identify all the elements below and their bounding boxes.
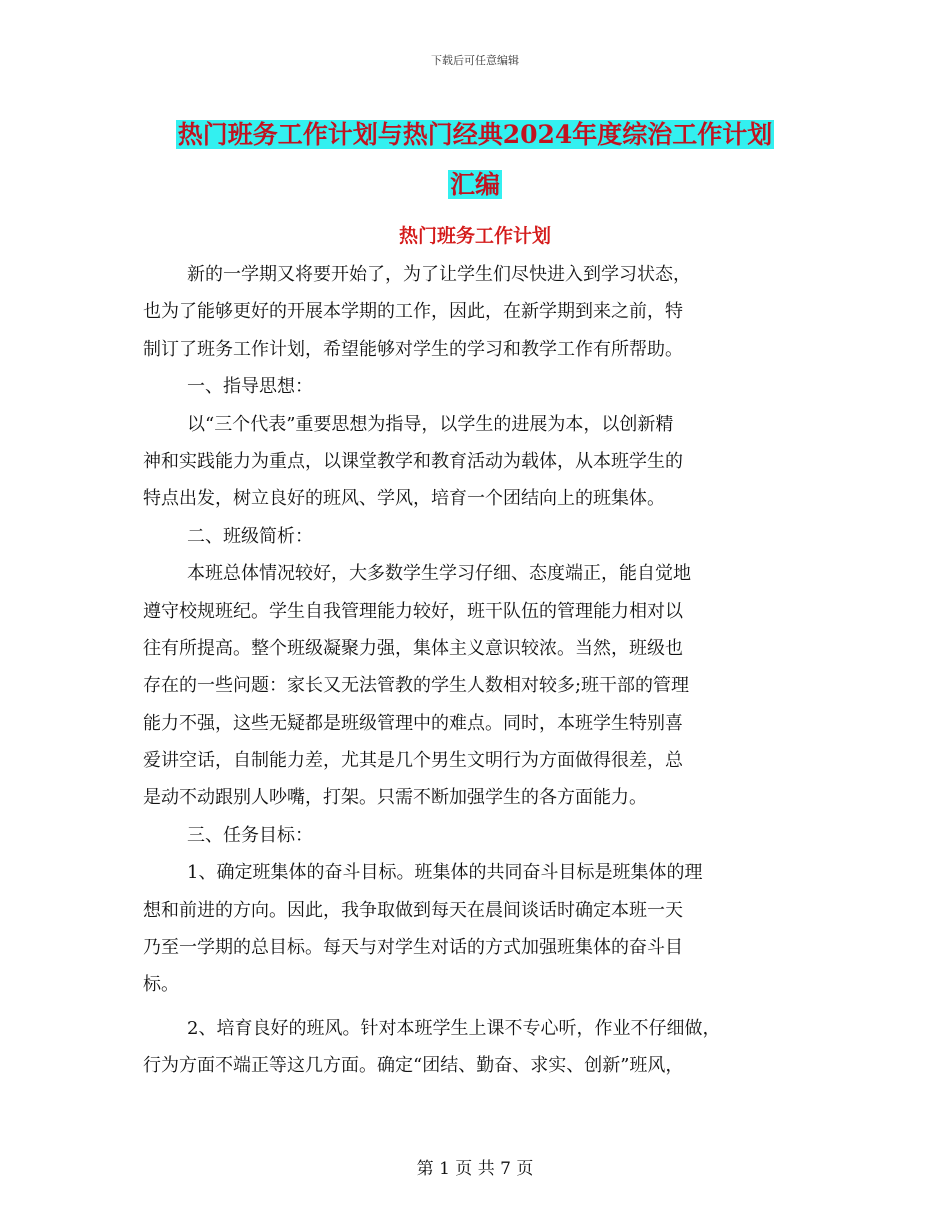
paragraph-line: 制订了班务工作计划，希望能够对学生的学习和教学工作有所帮助。 [143,338,683,360]
paragraph-line: 爱讲空话，自制能力差，尤其是几个男生文明行为方面做得很差，总 [143,750,683,772]
body-text [143,256,823,1085]
section-title: 热门班务工作计划 [398,225,551,247]
paragraph-line: 乃至一学期的总目标。每天与对学生对话的方式加强班集体的奋斗目 [143,937,683,959]
document-title-line1: 热门班务工作计划与热门经典2024年度综治工作计划 [177,120,773,149]
page-header-note: 下载后可任意编辑 [431,54,519,67]
paragraph-line: 神和实践能力为重点，以课堂教学和教育活动为载体，从本班学生的 [143,450,683,472]
paragraph-line: 能力不强，这些无疑都是班级管理中的难点。同时，本班学生特别喜 [143,712,683,734]
paragraph-heading: 一、指导思想： [187,376,313,398]
paragraph-line: 2、培育良好的班风。针对本班学生上课不专心听，作业不仔细做， [187,1017,721,1039]
paragraph-line: 1、确定班集体的奋斗目标。班集体的共同奋斗目标是班集体的理 [187,862,703,884]
paragraph-line: 想和前进的方向。因此，我争取做到每天在晨间谈话时确定本班一天 [143,899,683,921]
paragraph-line: 本班总体情况较好，大多数学生学习仔细、态度端正，能自觉地 [187,563,691,585]
paragraph-line: 遵守校规班纪。学生自我管理能力较好，班干队伍的管理能力相对以 [143,600,683,622]
page-number: 第 1 页 共 7 页 [416,1159,534,1179]
paragraph-line: 是动不动跟别人吵嘴，打架。只需不断加强学生的各方面能力。 [143,787,647,809]
paragraph-line: 也为了能够更好的开展本学期的工作，因此，在新学期到来之前，特 [143,301,683,323]
paragraph-line: 行为方面不端正等这几方面。确定“团结、勤奋、求实、创新”班风， [143,1055,684,1077]
paragraph-heading: 三、任务目标： [187,824,313,846]
paragraph-line: 以“三个代表”重要思想为指导，以学生的进展为本，以创新精 [187,413,674,435]
paragraph-line: 往有所提高。整个班级凝聚力强，集体主义意识较浓。当然，班级也 [143,637,683,659]
paragraph-line: 新的一学期又将要开始了，为了让学生们尽快进入到学习状态， [187,264,691,285]
document-title-line2: 汇编 [449,170,500,199]
paragraph-heading: 二、班级简析： [187,525,313,547]
paragraph-line: 存在的一些问题：家长又无法管教的学生人数相对较多;班干部的管理 [143,675,690,697]
document-title [0,110,950,210]
paragraph-line: 特点出发，树立良好的班风、学风，培育一个团结向上的班集体。 [143,488,665,510]
paragraph-line: 标。 [143,974,179,996]
